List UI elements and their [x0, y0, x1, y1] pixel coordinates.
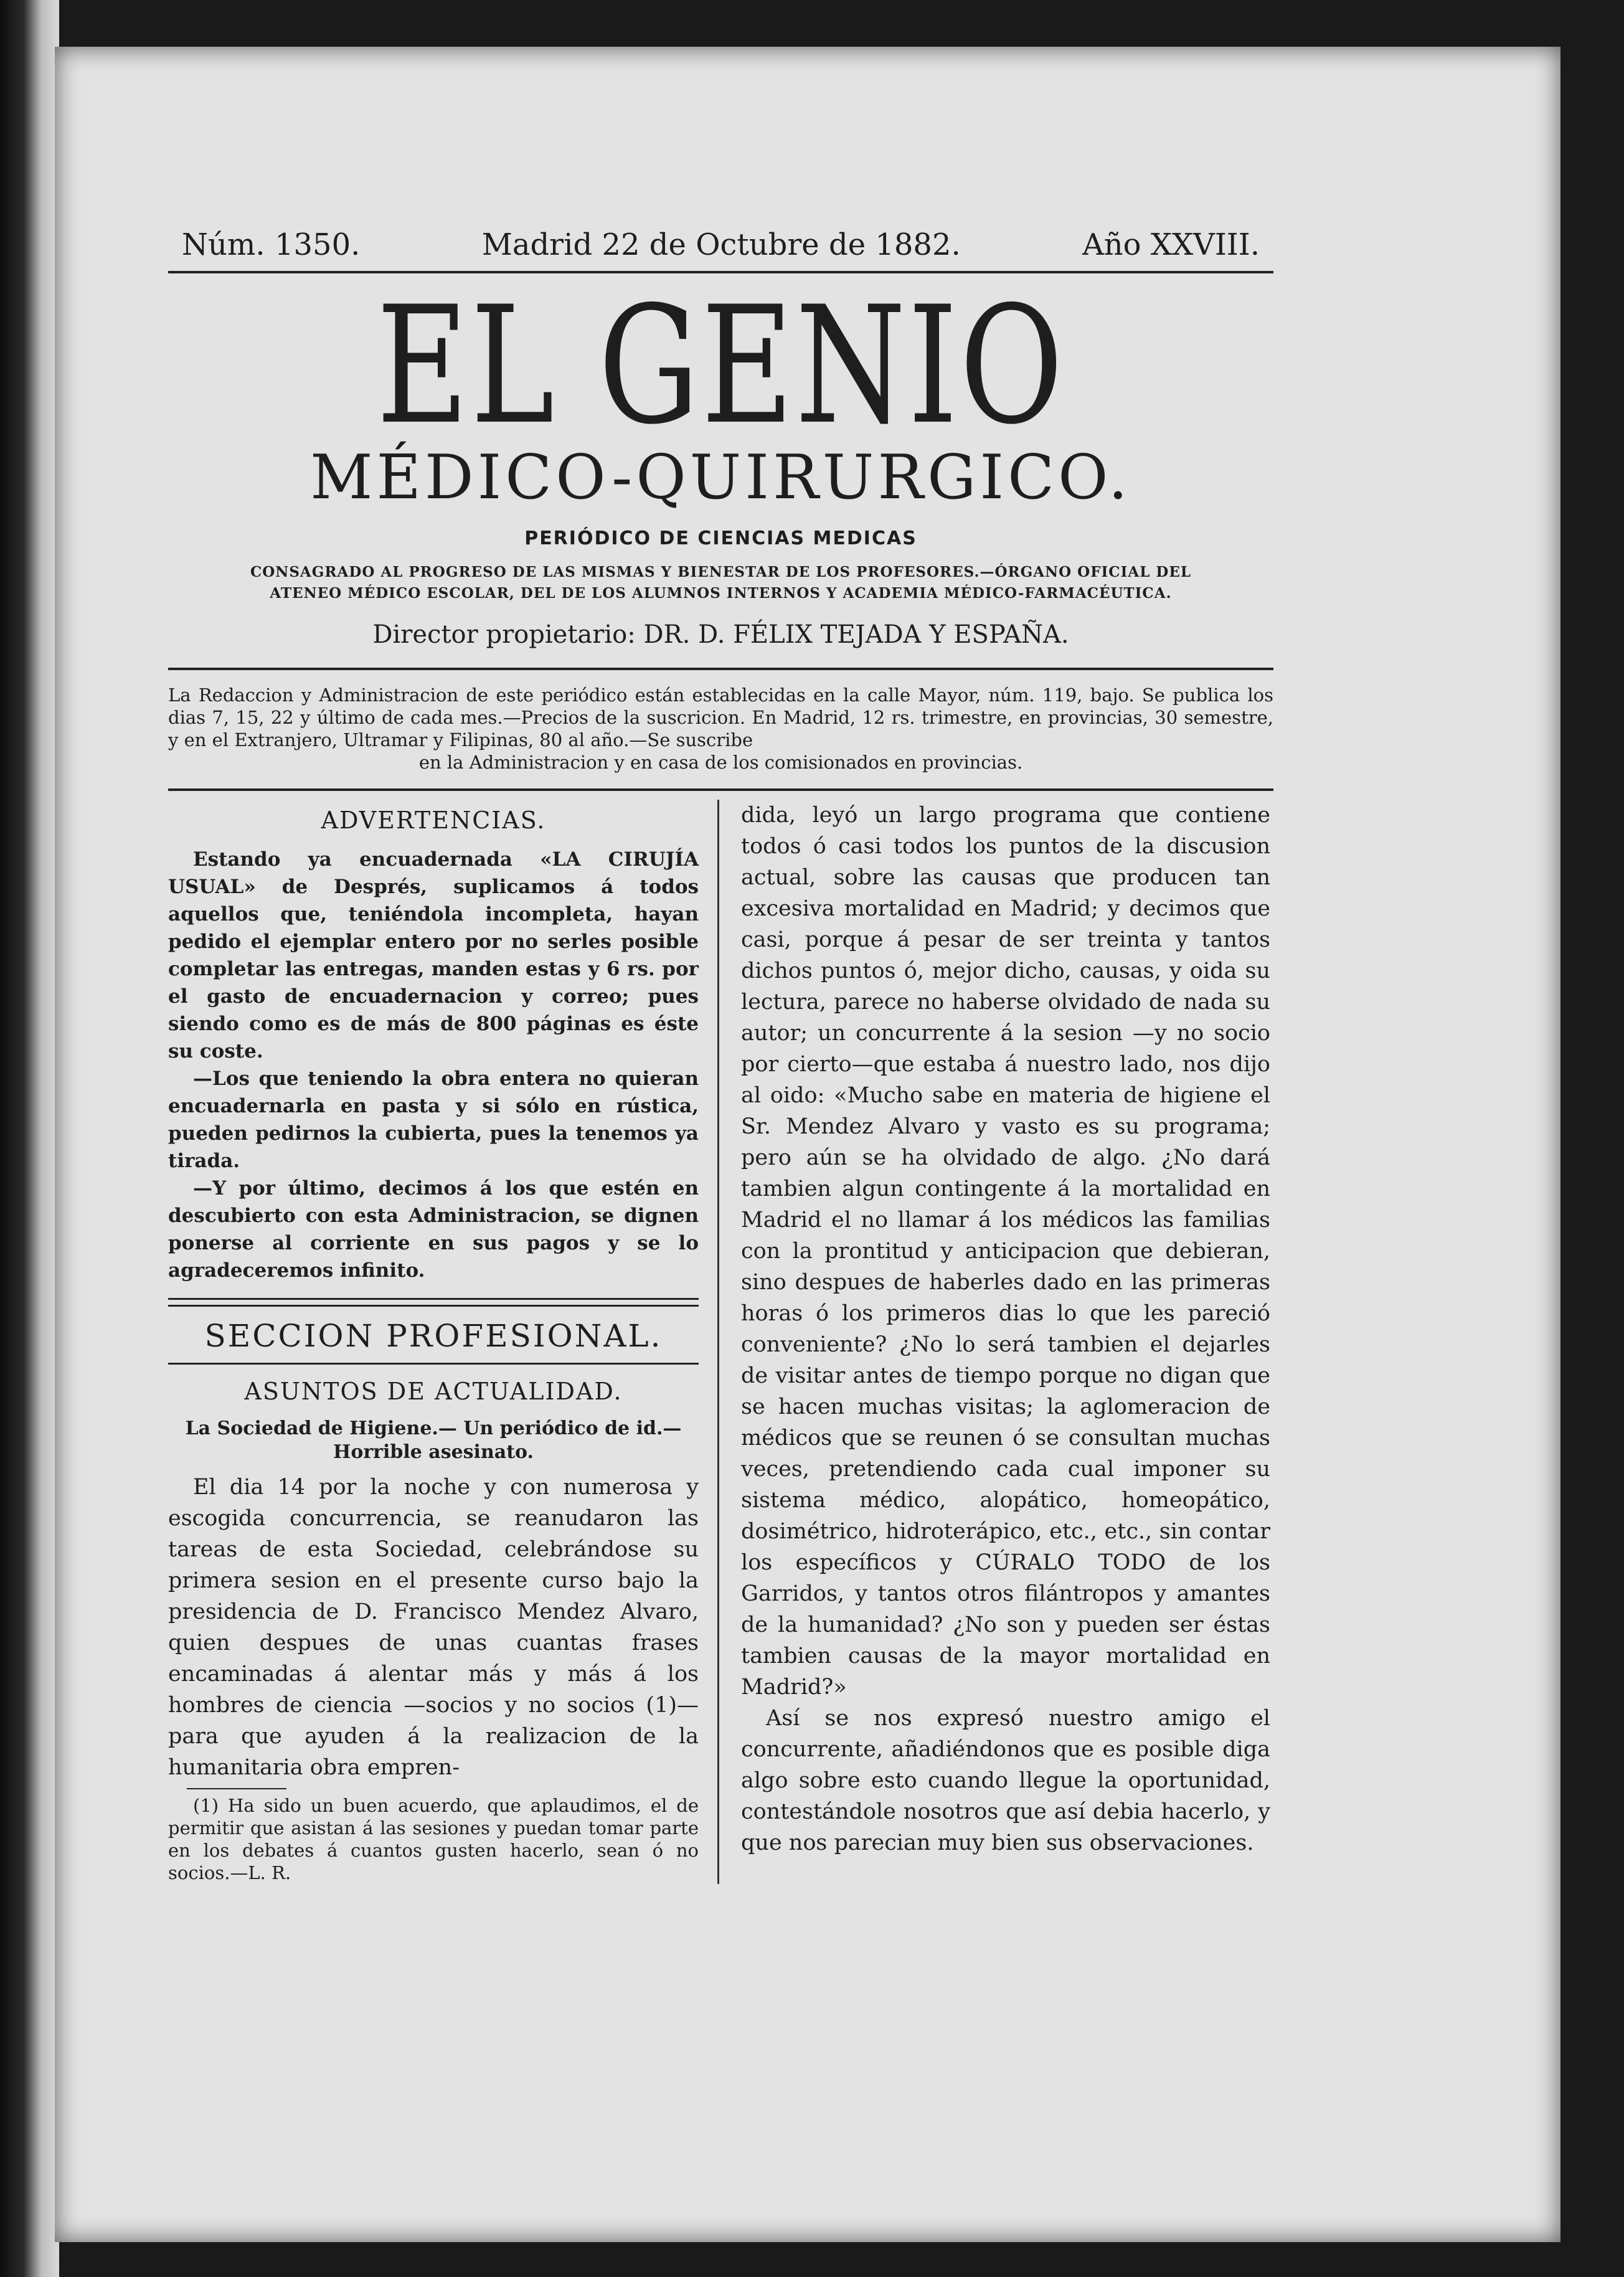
issue-header	[168, 227, 1273, 262]
advertencia-3: —Y por último, decimos á los que estén en descubierto con esta Administracion, se dignen ponerse al corriente en sus pagos y se lo agradeceremos infinito.	[168, 1177, 699, 1282]
advertencia-1: Estando ya encuadernada «LA CIRUJÍA USUAL» de Després, suplicamos á todos aquellos que, teniéndola incompleta, hayan pedido el ejemplar entero por no serles posible completar las entregas, manden estas y 6 rs. por el gasto de encuadernacion y correo; pues siendo como es de más de 800 páginas es éste su coste.	[168, 848, 699, 1063]
masthead-consecration	[168, 562, 1273, 604]
notice-last-line: en la Administracion y en casa de los comisionados en provincias.	[418, 752, 1023, 773]
issue-year: Año XXVIII.	[1082, 227, 1260, 262]
article-title: La Sociedad de Higiene.— Un periódico de id.— Horrible asesinato.	[185, 1418, 682, 1463]
book-binding-edge	[0, 0, 59, 2277]
subscription-notice	[168, 684, 1273, 774]
footnote-rule	[187, 1788, 286, 1789]
issue-number: Núm. 1350.	[182, 227, 361, 262]
right-paragraph-2: Así se nos expresó nuestro amigo el concurrente, añadiéndonos que es posible diga algo sobre esto cuando llegue la oportunidad, contestándole nosotros que así debia hacerlo, y que nos parecian muy bien sus observaciones.	[741, 1706, 1270, 1855]
section-heading: SECCION PROFESIONAL.	[204, 1318, 663, 1354]
issue-date: Madrid 22 de Octubre de 1882.	[481, 227, 961, 262]
advertencia-2: —Los que teniendo la obra entera no quieran encuadernarla en pasta y si sólo en rústica, pueden pedirnos la cubierta, pues la tenemos ya tirada.	[168, 1067, 699, 1172]
right-column	[717, 800, 1270, 1884]
notice-rule-bottom	[168, 788, 1273, 791]
masthead-title: EL GENIO	[376, 272, 1065, 460]
advertencias-heading: ADVERTENCIAS.	[321, 807, 546, 834]
subsection-heading: ASUNTOS DE ACTUALIDAD.	[244, 1378, 623, 1405]
section-double-rule	[168, 1298, 699, 1307]
right-paragraph-1: dida, leyó un largo programa que contiene todos ó casi todos los puntos de la discusion actual, sobre las causas que producen tan excesiva mortalidad en Madrid; y decimos que casi, porque á pesar de ser treinta y tantos dichos puntos ó, mejor dicho, causas, y oida su lectura, parece no haberse olvidado de nada su autor; un concurrente á la sesion —y no socio por cierto—que estaba á nuestro lado, nos dijo al oido: «Mucho sabe en materia de higiene el Sr. Mendez Alvaro y vasto es su programa; pero aún se ha olvidado de algo. ¿No dará tambien algun contingente á la mortalidad en Madrid el no llamar á los médicos las familias con la prontitud y anticipacion que debieran, sino despues de haberles dado en las primeras horas ó los primeros dias lo que les pareció conveniente? ¿No lo será tambien el dejarles de visitar antes de tiempo porque no digan que se hacen muchas visitas; la aglomeracion de médicos que se reunen ó se consultan muchas veces, pretendiendo cada cual imponer su sistema médico, alopático, homeopático, dosimétrico, hidroterápico, etc., etc., sin contar los específicos y CÚRALO TODO de los Garridos, y tantos otros filántropos y amantes de la humanidad? ¿No son y pueden ser éstas tambien causas de la mayor mortalidad en Madrid?»	[741, 803, 1270, 1700]
notice-text: La Redaccion y Administracion de este periódico están establecidas en la calle Mayor, núm. 119, bajo. Se publica los dias 7, 15, 22 y último de cada mes.—Precios de la suscricion. En Madrid, 12 rs. trimestre, en provincias, 30 semestre, y en el Extranjero, Ultramar y Filipinas, 80 al año.—Se suscribe	[168, 684, 1273, 750]
consecration-line-2: ATENEO MÉDICO ESCOLAR, DEL DE LOS ALUMNOS INTERNOS Y ACADEMIA MÉDICO-FARMACÉUTICA.	[270, 585, 1172, 602]
director-line: Director propietario: DR. D. FÉLIX TEJADA Y ESPAÑA.	[372, 620, 1069, 649]
masthead-tagline: PERIÓDICO DE CIENCIAS MEDICAS	[524, 528, 917, 549]
article-body: El dia 14 por la noche y con numerosa y escogida concurrencia, se reanudaron las tareas de esta Sociedad, celebrándose su primera sesion en el presente curso bajo la presidencia de D. Francisco Mendez Alvaro, quien despues de unas cuantas frases encaminadas á alentar más y más á los hombres de ciencia —socios y no socios (1)—para que ayuden á la realizacion de la humanitaria obra empren-	[168, 1475, 699, 1780]
notice-rule-top	[168, 668, 1273, 670]
consecration-line-1: CONSAGRADO AL PROGRESO DE LAS MISMAS Y BIENESTAR DE LOS PROFESORES.—ÓRGANO OFICIAL DEL	[250, 564, 1192, 580]
masthead-subtitle: MÉDICO-QUIRURGICO.	[310, 442, 1131, 513]
left-column	[168, 800, 717, 1884]
two-columns	[168, 800, 1273, 1884]
footnote: (1) Ha sido un buen acuerdo, que aplaudimos, el de permitir que asistan á las sesiones y puedan tomar parte en los debates á cuantos gusten hacerlo, sean ó no socios.—L. R.	[168, 1795, 699, 1883]
section-rule	[168, 1363, 699, 1365]
page-content	[168, 227, 1273, 1884]
